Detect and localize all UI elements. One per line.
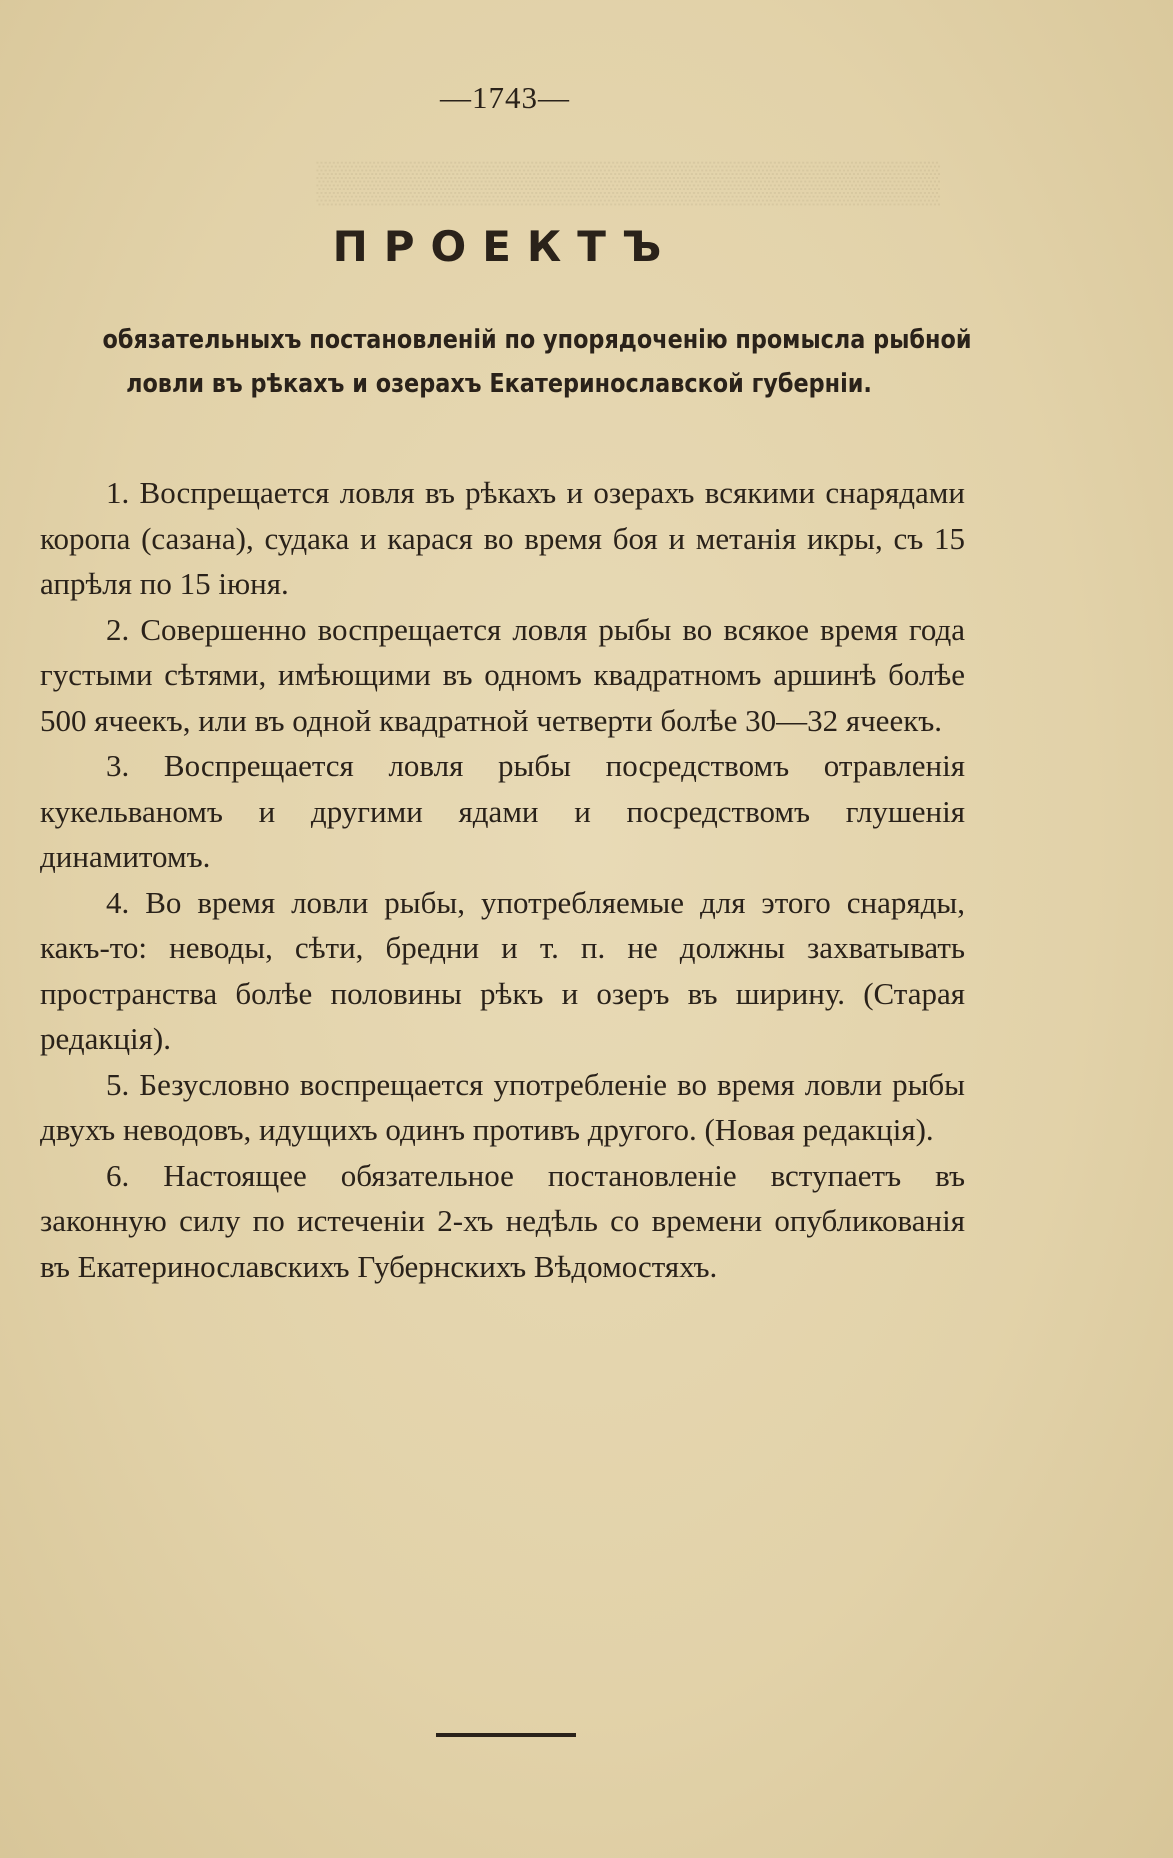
paragraph-1: 1. Воспрещается ловля въ рѣкахъ и озерахъ всякими снарядами коропа (сазана), судака и карася во время боя и метанія икры, съ 15 апрѣля по 15 іюня. (40, 475, 965, 601)
page-number: —1743— (440, 80, 570, 115)
section-divider (436, 1733, 576, 1737)
subtitle-line: обязательныхъ постановленій по упорядоченію промысла рыбной (102, 325, 972, 355)
paragraph-6: 6. Настоящее обязательное постановленіе вступаетъ въ законную силу по истеченіи 2-хъ недѣль со времени опубликованія въ Екатеринославскихъ Губернскихъ Вѣдомостяхъ. (40, 1157, 965, 1284)
paragraph-3: 3. Воспрещается ловля рыбы посредствомъ отравленія кукельваномъ и другими ядами и посредствомъ глушенія динамитомъ. (40, 748, 965, 874)
document-body (40, 470, 965, 1289)
paragraph-4: 4. Во время ловли рыбы, употребляемые для этого снаряды, какъ-то: неводы, сѣти, бредни и т. п. не должны захватывать пространства болѣе половины рѣкъ и озеръ въ ширину. (Старая редакція). (40, 884, 965, 1056)
document-subtitle (102, 318, 972, 406)
document-title: ПРОЕКТЪ (332, 222, 678, 271)
paragraph-5: 5. Безусловно воспрещается употребленіе во время ловли рыбы двухъ неводовъ, идущихъ одинъ противъ другого. (Новая редакція). (40, 1066, 965, 1147)
subtitle-line: ловли въ рѣкахъ и озерахъ Екатеринославской губерніи. (126, 369, 872, 399)
paragraph-2: 2. Совершенно воспрещается ловля рыбы во всякое время года густыми сѣтями, имѣющими въ одномъ квадратномъ аршинѣ болѣе 500 ячеекъ, или въ одной квадратной четверти болѣе 30—32 ячеекъ. (40, 611, 965, 738)
show-through-texture: ▒▒▒▒▒▒▒▒▒▒▒▒▒▒▒▒▒▒▒▒▒▒ (316, 160, 940, 204)
